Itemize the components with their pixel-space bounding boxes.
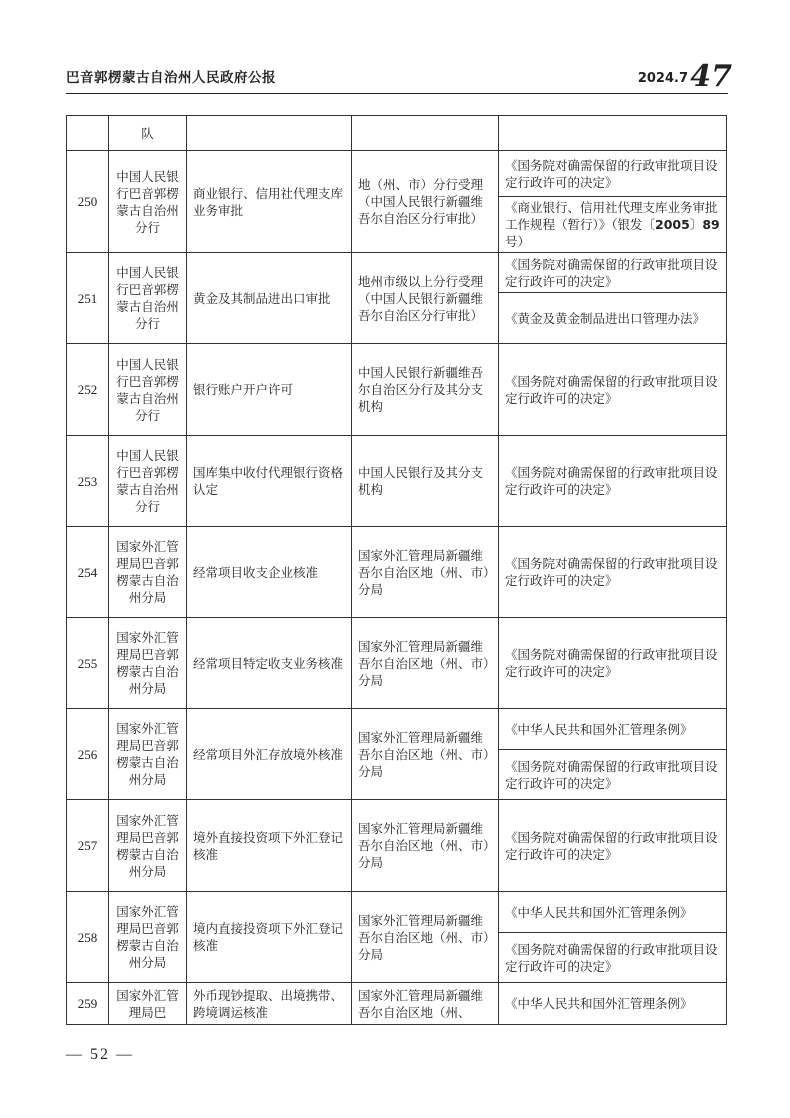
item-cell: 经常项目外汇存放境外核准: [187, 709, 352, 800]
basis-cell: 《中华人民共和国外汇管理条例》: [499, 892, 727, 933]
department-cell: 国家外汇管理局巴音郭楞蒙古自治州分局: [109, 709, 187, 800]
page-number: — 52 —: [66, 1046, 134, 1063]
table-row: [67, 253, 727, 293]
basis-text-tail: 号）: [505, 234, 531, 249]
row-number: 257: [67, 800, 109, 892]
table-row: [67, 800, 727, 892]
issue-number: 47: [690, 59, 732, 94]
department-cell: 中国人民银行巴音郭楞蒙古自治州分行: [109, 344, 187, 436]
item-cell: 经常项目特定收支业务核准: [187, 618, 352, 709]
department-cell: 国家外汇管理局巴音郭楞蒙古自治州分局: [109, 527, 187, 618]
table-row: [67, 983, 727, 1025]
row-number: 254: [67, 527, 109, 618]
org-cell: 中国人民银行及其分支机构: [352, 436, 499, 527]
item-cell: 外币现钞提取、出境携带、跨境调运核准: [187, 983, 352, 1025]
item-cell: 黄金及其制品进出口审批: [187, 253, 352, 344]
table-row: [67, 344, 727, 436]
page-header: [66, 59, 732, 94]
org-cell: 国家外汇管理局新疆维吾尔自治区地（州、市）分局: [352, 800, 499, 892]
row-number: 251: [67, 253, 109, 344]
department-cell: 中国人民银行巴音郭楞蒙古自治州分行: [109, 436, 187, 527]
basis-cell: 《国务院对确需保留的行政审批项目设定行政许可的决定》: [499, 253, 727, 293]
row-number: [67, 116, 109, 151]
table-row: [67, 436, 727, 527]
table-row: [67, 151, 727, 197]
department-cell: 国家外汇管理局巴音郭楞蒙古自治州分局: [109, 800, 187, 892]
basis-cell: 《中华人民共和国外汇管理条例》: [499, 709, 727, 750]
table-row-continuation: [67, 116, 727, 151]
basis-cell: 《国务院对确需保留的行政审批项目设定行政许可的决定》: [499, 618, 727, 709]
basis-cell: 《国务院对确需保留的行政审批项目设定行政许可的决定》: [499, 933, 727, 983]
basis-cell: 《国务院对确需保留的行政审批项目设定行政许可的决定》: [499, 436, 727, 527]
table-row: [67, 527, 727, 618]
item-cell: [187, 116, 352, 151]
publication-title: 巴音郭楞蒙古自治州人民政府公报: [66, 70, 276, 86]
org-cell: 国家外汇管理局新疆维吾尔自治区地（州、市）分局: [352, 892, 499, 983]
row-number: 252: [67, 344, 109, 436]
basis-cell: 《国务院对确需保留的行政审批项目设定行政许可的决定》: [499, 800, 727, 892]
table-row: [67, 709, 727, 750]
item-cell: 经常项目收支企业核准: [187, 527, 352, 618]
org-cell: 国家外汇管理局新疆维吾尔自治区地（州、市）分局: [352, 709, 499, 800]
department-cell: 中国人民银行巴音郭楞蒙古自治州分行: [109, 253, 187, 344]
basis-cell: 《黄金及黄金制品进出口管理办法》: [499, 293, 727, 344]
basis-doc-number: 89: [702, 217, 720, 232]
row-number: 258: [67, 892, 109, 983]
org-cell: [352, 116, 499, 151]
org-cell: 地州市级以上分行受理（中国人民银行新疆维吾尔自治区分行审批）: [352, 253, 499, 344]
org-cell: 地（州、市）分行受理（中国人民银行新疆维吾尔自治区分行审批）: [352, 151, 499, 253]
basis-cell: 《国务院对确需保留的行政审批项目设定行政许可的决定》: [499, 344, 727, 436]
table-row: [67, 892, 727, 933]
approval-items-table: [66, 115, 727, 1025]
org-cell: 中国人民银行新疆维吾尔自治区分行及其分支机构: [352, 344, 499, 436]
basis-cell: 《中华人民共和国外汇管理条例》: [499, 983, 727, 1025]
item-cell: 国库集中收付代理银行资格认定: [187, 436, 352, 527]
org-cell: 国家外汇管理局新疆维吾尔自治区地（州、: [352, 983, 499, 1025]
department-cell: 国家外汇管理局巴音郭楞蒙古自治州分局: [109, 618, 187, 709]
row-number: 255: [67, 618, 109, 709]
department-cell: 中国人民银行巴音郭楞蒙古自治州分行: [109, 151, 187, 253]
basis-text: 《商业银行、信用社代理支库业务审批工作规程（暂行）》（银发〔: [505, 200, 718, 232]
basis-cell: 《国务院对确需保留的行政审批项目设定行政许可的决定》: [499, 527, 727, 618]
department-cell: 国家外汇管理局巴: [109, 983, 187, 1025]
department-cell: 国家外汇管理局巴音郭楞蒙古自治州分局: [109, 892, 187, 983]
item-cell: 境内直接投资项下外汇登记核准: [187, 892, 352, 983]
basis-cell: [499, 116, 727, 151]
row-number: 256: [67, 709, 109, 800]
department-cell: 队: [109, 116, 187, 151]
table-row: [67, 618, 727, 709]
item-cell: 银行账户开户许可: [187, 344, 352, 436]
row-number: 250: [67, 151, 109, 253]
item-cell: 境外直接投资项下外汇登记核准: [187, 800, 352, 892]
org-cell: 国家外汇管理局新疆维吾尔自治区地（州、市）分局: [352, 527, 499, 618]
header-divider: [66, 93, 728, 94]
basis-cell: 《国务院对确需保留的行政审批项目设定行政许可的决定》: [499, 750, 727, 800]
org-cell: 国家外汇管理局新疆维吾尔自治区地（州、市）分局: [352, 618, 499, 709]
basis-cell: [499, 197, 727, 253]
issue-date: 2024.7: [637, 71, 688, 86]
basis-bracket: 〕: [689, 217, 703, 232]
row-number: 253: [67, 436, 109, 527]
row-number: 259: [67, 983, 109, 1025]
basis-cell: 《国务院对确需保留的行政审批项目设定行政许可的决定》: [499, 151, 727, 197]
item-cell: 商业银行、信用社代理支库业务审批: [187, 151, 352, 253]
basis-year: 2005: [655, 217, 690, 232]
